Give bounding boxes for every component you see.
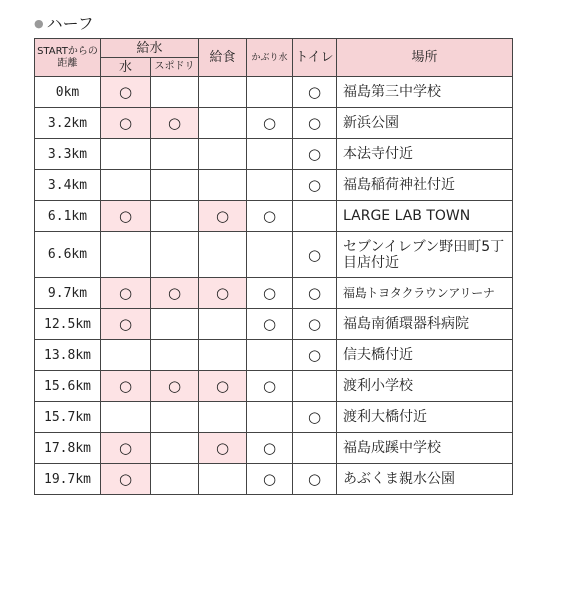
place-cell: 本法寺付近 — [337, 139, 513, 170]
water-cell: ○ — [101, 201, 151, 232]
place-cell: 新浜公園 — [337, 108, 513, 139]
toilet-cell: ○ — [293, 340, 337, 371]
section-heading — [34, 14, 94, 34]
place-cell: 福島南循環器科病院 — [337, 309, 513, 340]
sports-drink-cell — [151, 170, 199, 201]
distance-cell: 3.4km — [35, 170, 101, 201]
distance-cell: 15.6km — [35, 371, 101, 402]
place-cell: 渡利大橋付近 — [337, 402, 513, 433]
table-row — [35, 402, 513, 433]
header-place: 場所 — [337, 39, 513, 77]
sports-drink-cell — [151, 433, 199, 464]
place-cell: 福島成蹊中学校 — [337, 433, 513, 464]
table-row — [35, 139, 513, 170]
place-cell: LARGE LAB TOWN — [337, 201, 513, 232]
food-cell — [199, 139, 247, 170]
toilet-cell: ○ — [293, 309, 337, 340]
place-cell: 信夫橋付近 — [337, 340, 513, 371]
food-cell: ○ — [199, 371, 247, 402]
bullet-icon: ● — [34, 17, 44, 30]
table-row — [35, 232, 513, 278]
food-cell — [199, 170, 247, 201]
splash-water-cell — [247, 139, 293, 170]
table-body — [35, 77, 513, 495]
table-row — [35, 340, 513, 371]
splash-water-cell: ○ — [247, 433, 293, 464]
header-water-group: 給水 — [101, 39, 199, 58]
sports-drink-cell: ○ — [151, 371, 199, 402]
distance-cell: 13.8km — [35, 340, 101, 371]
place-cell: 福島第三中学校 — [337, 77, 513, 108]
distance-cell: 19.7km — [35, 464, 101, 495]
water-cell — [101, 139, 151, 170]
splash-water-cell — [247, 402, 293, 433]
header-distance: STARTからの距離 — [35, 39, 101, 77]
water-cell: ○ — [101, 371, 151, 402]
table-row — [35, 433, 513, 464]
water-cell: ○ — [101, 77, 151, 108]
table-row — [35, 464, 513, 495]
splash-water-cell: ○ — [247, 278, 293, 309]
water-cell: ○ — [101, 309, 151, 340]
water-cell — [101, 340, 151, 371]
header-splash-water: かぶり水 — [247, 39, 293, 77]
splash-water-cell: ○ — [247, 201, 293, 232]
toilet-cell: ○ — [293, 402, 337, 433]
sports-drink-cell: ○ — [151, 278, 199, 309]
sports-drink-cell: ○ — [151, 108, 199, 139]
sports-drink-cell — [151, 77, 199, 108]
distance-cell: 15.7km — [35, 402, 101, 433]
distance-cell: 6.6km — [35, 232, 101, 278]
toilet-cell: ○ — [293, 170, 337, 201]
distance-cell: 6.1km — [35, 201, 101, 232]
toilet-cell: ○ — [293, 278, 337, 309]
sports-drink-cell — [151, 201, 199, 232]
splash-water-cell — [247, 232, 293, 278]
toilet-cell: ○ — [293, 139, 337, 170]
food-cell: ○ — [199, 201, 247, 232]
splash-water-cell: ○ — [247, 108, 293, 139]
table-row — [35, 77, 513, 108]
toilet-cell: ○ — [293, 232, 337, 278]
splash-water-cell — [247, 77, 293, 108]
header-water: 水 — [101, 58, 151, 77]
place-cell: 福島トヨタクラウンアリーナ — [337, 278, 513, 309]
water-cell: ○ — [101, 433, 151, 464]
header-sports-drink: スポドリ — [151, 58, 199, 77]
sports-drink-cell — [151, 340, 199, 371]
splash-water-cell: ○ — [247, 371, 293, 402]
section-heading-text: ハーフ — [46, 14, 94, 33]
header-food: 給食 — [199, 39, 247, 77]
table-header — [35, 39, 513, 77]
toilet-cell: ○ — [293, 108, 337, 139]
table-row — [35, 371, 513, 402]
toilet-cell — [293, 433, 337, 464]
table-row — [35, 201, 513, 232]
distance-cell: 3.2km — [35, 108, 101, 139]
food-cell: ○ — [199, 278, 247, 309]
aid-station-table — [34, 38, 513, 495]
sports-drink-cell — [151, 309, 199, 340]
distance-cell: 0km — [35, 77, 101, 108]
place-cell: あぶくま親水公園 — [337, 464, 513, 495]
food-cell — [199, 309, 247, 340]
water-cell: ○ — [101, 278, 151, 309]
distance-cell: 3.3km — [35, 139, 101, 170]
food-cell: ○ — [199, 433, 247, 464]
place-cell: 渡利小学校 — [337, 371, 513, 402]
table-row — [35, 108, 513, 139]
food-cell — [199, 77, 247, 108]
place-cell: セブンイレブン野田町5丁目店付近 — [337, 232, 513, 278]
toilet-cell: ○ — [293, 77, 337, 108]
food-cell — [199, 402, 247, 433]
food-cell — [199, 340, 247, 371]
distance-cell: 17.8km — [35, 433, 101, 464]
toilet-cell: ○ — [293, 464, 337, 495]
splash-water-cell — [247, 340, 293, 371]
food-cell — [199, 464, 247, 495]
table-row — [35, 170, 513, 201]
water-cell: ○ — [101, 464, 151, 495]
table-row — [35, 309, 513, 340]
header-toilet: トイレ — [293, 39, 337, 77]
splash-water-cell: ○ — [247, 464, 293, 495]
sports-drink-cell — [151, 402, 199, 433]
place-cell: 福島稲荷神社付近 — [337, 170, 513, 201]
distance-cell: 12.5km — [35, 309, 101, 340]
splash-water-cell: ○ — [247, 309, 293, 340]
water-cell — [101, 170, 151, 201]
water-cell: ○ — [101, 108, 151, 139]
splash-water-cell — [247, 170, 293, 201]
water-cell — [101, 232, 151, 278]
sports-drink-cell — [151, 464, 199, 495]
sports-drink-cell — [151, 139, 199, 170]
distance-cell: 9.7km — [35, 278, 101, 309]
food-cell — [199, 108, 247, 139]
food-cell — [199, 232, 247, 278]
table-row — [35, 278, 513, 309]
toilet-cell — [293, 201, 337, 232]
water-cell — [101, 402, 151, 433]
sports-drink-cell — [151, 232, 199, 278]
toilet-cell — [293, 371, 337, 402]
